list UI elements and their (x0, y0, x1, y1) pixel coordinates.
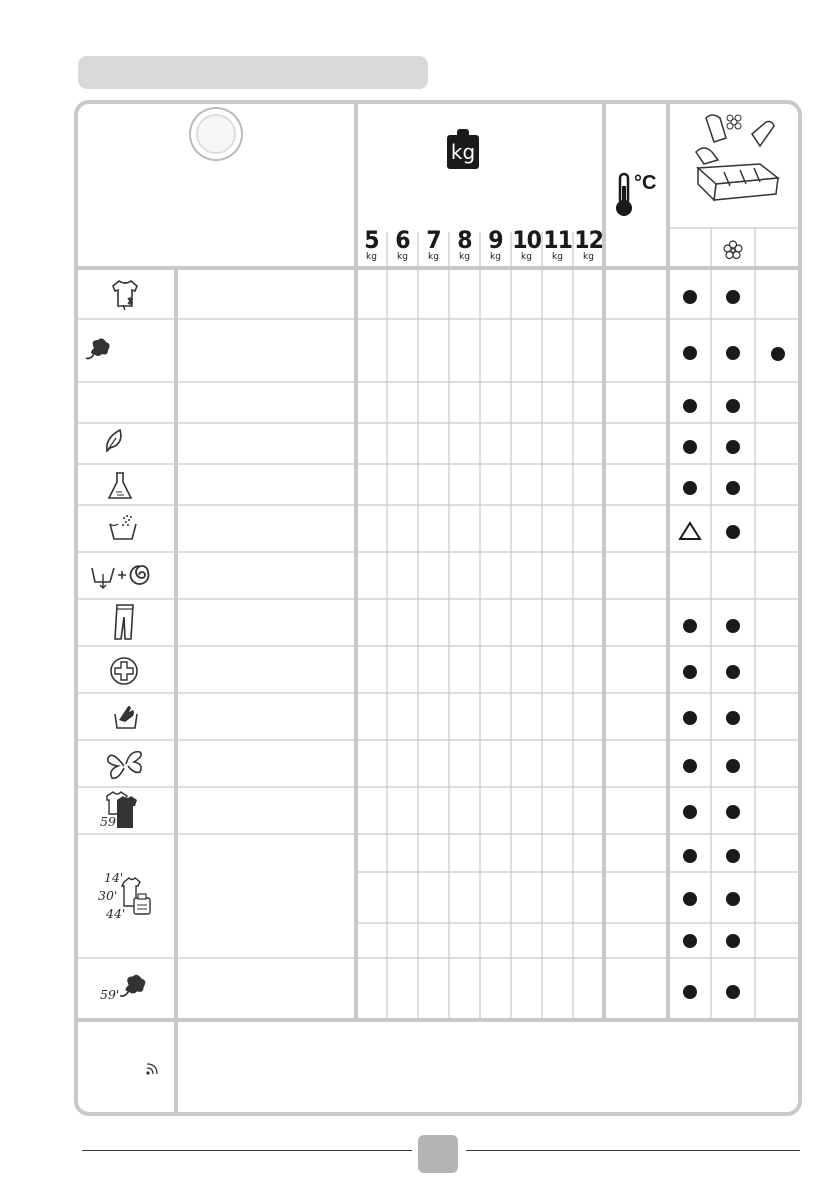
program-time: 14' (104, 870, 124, 885)
load-capacity-12 (573, 228, 604, 262)
dispenser-mark (683, 665, 697, 679)
rinse-spray-icon (108, 512, 138, 542)
load-capacity-11 (542, 228, 573, 262)
butterfly-icon (104, 748, 146, 782)
dispenser-mark (726, 399, 740, 413)
dispenser-mark (726, 711, 740, 725)
load-capacity-10 (511, 228, 542, 262)
dispenser-mark (726, 665, 740, 679)
load-unit: kg (583, 252, 594, 262)
load-unit: kg (366, 252, 377, 262)
load-capacity-7 (418, 228, 449, 262)
dispenser-mark (726, 440, 740, 454)
dispenser-mark (726, 892, 740, 906)
load-capacity-8 (449, 228, 480, 262)
dispenser-mark (683, 805, 697, 819)
thermometer-icon (614, 172, 634, 218)
load-unit: kg (428, 252, 439, 262)
program-time: 59' (100, 987, 120, 1002)
flask-icon (107, 471, 133, 501)
load-value: 7 (426, 226, 441, 254)
dispenser-mark (726, 290, 740, 304)
dispenser-mark (726, 346, 740, 360)
dispenser-mark (683, 934, 697, 948)
flower-icon (723, 240, 743, 260)
load-unit: kg (490, 252, 501, 262)
page-number-tab (418, 1135, 458, 1173)
footer-rule-left (82, 1150, 412, 1151)
program-time: 44' (106, 906, 126, 921)
handwash-icon (113, 700, 139, 732)
load-value: 8 (457, 226, 472, 254)
load-capacity-9 (480, 228, 511, 262)
footer-rule-right (466, 1150, 800, 1151)
cotton-59-icon (118, 970, 150, 1002)
dispenser-mark (683, 892, 697, 906)
load-value: 6 (395, 226, 410, 254)
load-unit: kg (552, 252, 563, 262)
load-value: 11 (543, 226, 573, 254)
dispenser-mark (726, 525, 740, 539)
load-unit: kg (397, 252, 408, 262)
detergent-drawer-icon (690, 108, 784, 204)
shirt-stain-icon (110, 278, 140, 312)
dispenser-mark (726, 481, 740, 495)
dispenser-mark (726, 759, 740, 773)
dispenser-mark (683, 440, 697, 454)
dispenser-mark (683, 759, 697, 773)
load-value: 12 (574, 226, 604, 254)
dispenser-mark (683, 399, 697, 413)
hygiene-cross-icon (109, 656, 139, 686)
program-time: 59' (100, 814, 120, 829)
dispenser-mark (726, 849, 740, 863)
dispenser-mark (726, 934, 740, 948)
weight-badge-text: kg (450, 140, 476, 164)
program-time: 30' (98, 888, 118, 903)
drain-spin-icon (90, 560, 158, 590)
load-value: 10 (512, 226, 542, 254)
load-capacity-6 (387, 228, 418, 262)
weight-icon (446, 128, 480, 170)
dispenser-mark (726, 619, 740, 633)
dispenser-mark (683, 290, 697, 304)
dispenser-mark (726, 985, 740, 999)
dispenser-mark (683, 985, 697, 999)
load-capacity-5 (356, 228, 387, 262)
dispenser-mark (683, 849, 697, 863)
cotton-icon (84, 334, 114, 364)
wifi-icon (145, 1062, 159, 1076)
dispenser-mark (683, 481, 697, 495)
load-unit: kg (459, 252, 470, 262)
dispenser-mark (683, 346, 697, 360)
dispenser-mark (683, 711, 697, 725)
load-value: 9 (488, 226, 503, 254)
load-unit: kg (521, 252, 532, 262)
load-value: 5 (364, 226, 379, 254)
leaf-icon (104, 428, 124, 454)
jeans-icon (111, 603, 137, 641)
dispenser-mark (726, 805, 740, 819)
triangle-mark-icon (678, 521, 702, 541)
dispenser-mark (683, 619, 697, 633)
dispenser-mark (771, 347, 785, 361)
knob-icon (187, 105, 245, 163)
temperature-unit: °C (634, 172, 657, 194)
